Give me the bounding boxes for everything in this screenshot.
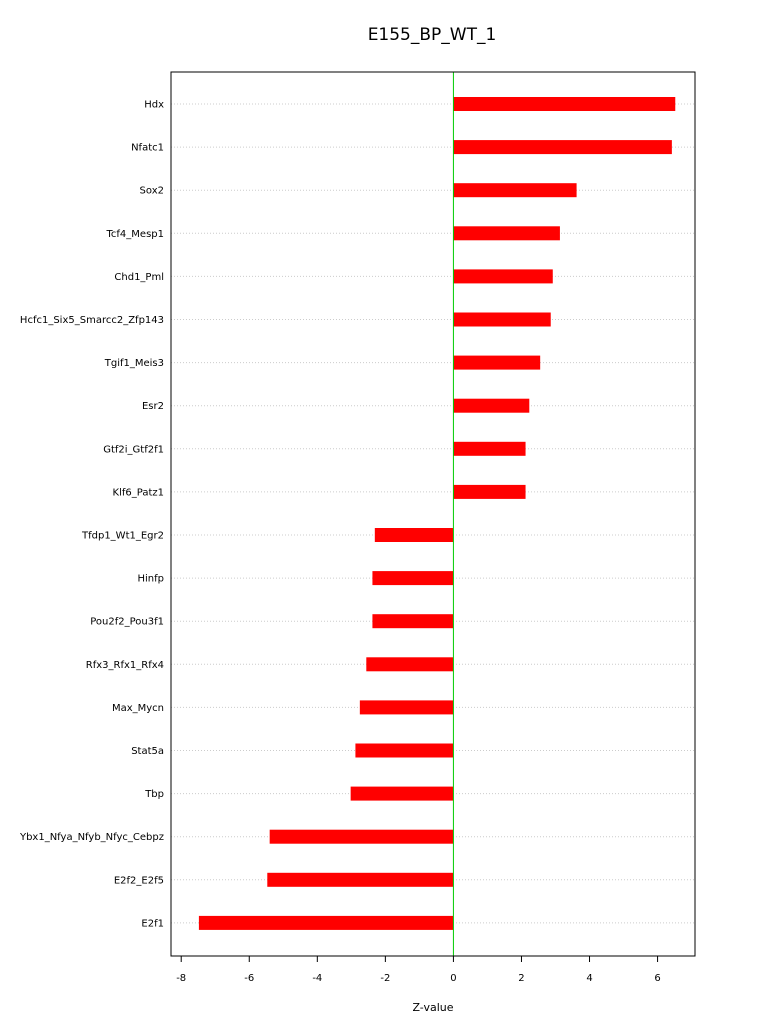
bar [453, 442, 525, 456]
x-tick-label: 4 [586, 973, 593, 984]
bar [453, 313, 550, 327]
x-tick-label: -2 [380, 973, 391, 984]
category-label: Nfatc1 [131, 142, 164, 154]
category-label: Stat5a [131, 746, 164, 757]
x-axis [176, 956, 661, 984]
chart-title: E155_BP_WT_1 [367, 25, 497, 45]
x-tick-label: 2 [518, 973, 525, 984]
bar [360, 700, 454, 714]
category-label: Max_Mycn [111, 702, 164, 714]
bar [453, 226, 560, 240]
category-label: Ybx1_Nfya_Nfyb_Nfyc_Cebpz [19, 832, 164, 844]
category-label: Rfx3_Rfx1_Rfx4 [85, 659, 164, 671]
bar [267, 873, 453, 887]
x-tick-label: 0 [450, 973, 457, 984]
bar [351, 787, 454, 801]
bar [453, 399, 529, 413]
category-label: Hcfc1_Six5_Smarcc2_Zfp143 [19, 315, 164, 326]
x-tick-label: -4 [312, 973, 323, 984]
bar [372, 571, 453, 585]
category-labels [19, 100, 164, 930]
bar [453, 485, 525, 499]
bar [453, 97, 675, 111]
bar [372, 614, 453, 628]
plot-frame [171, 72, 695, 956]
category-label: Tbp [145, 789, 164, 801]
bar [453, 269, 552, 283]
bar [453, 140, 671, 154]
category-label: Tfdp1_Wt1_Egr2 [82, 530, 164, 542]
bar [355, 744, 453, 758]
category-label: Chd1_Pml [114, 271, 164, 283]
category-label: Gtf2i_Gtf2f1 [103, 444, 164, 456]
category-label: E2f1 [141, 918, 164, 930]
category-label: Tcf4_Mesp1 [106, 228, 164, 240]
x-tick-label: -8 [176, 973, 187, 984]
bar [270, 830, 454, 844]
x-axis-label: Z-value [412, 1001, 454, 1014]
category-label: Klf6_Patz1 [112, 487, 164, 499]
category-label: Hdx [144, 99, 164, 111]
category-label: Tgif1_Meis3 [104, 358, 164, 370]
category-label: Sox2 [139, 185, 164, 197]
bar [366, 657, 453, 671]
bars [199, 97, 675, 930]
bar [375, 528, 454, 542]
bar [453, 183, 576, 197]
x-tick-label: 6 [654, 973, 661, 984]
category-label: E2f2_E2f5 [113, 875, 164, 887]
category-label: Pou2f2_Pou3f1 [90, 616, 164, 628]
x-tick-label: -6 [244, 973, 255, 984]
category-label: Hinfp [137, 573, 164, 585]
bar [199, 916, 454, 930]
category-label: Esr2 [141, 401, 164, 413]
bar [453, 356, 540, 370]
